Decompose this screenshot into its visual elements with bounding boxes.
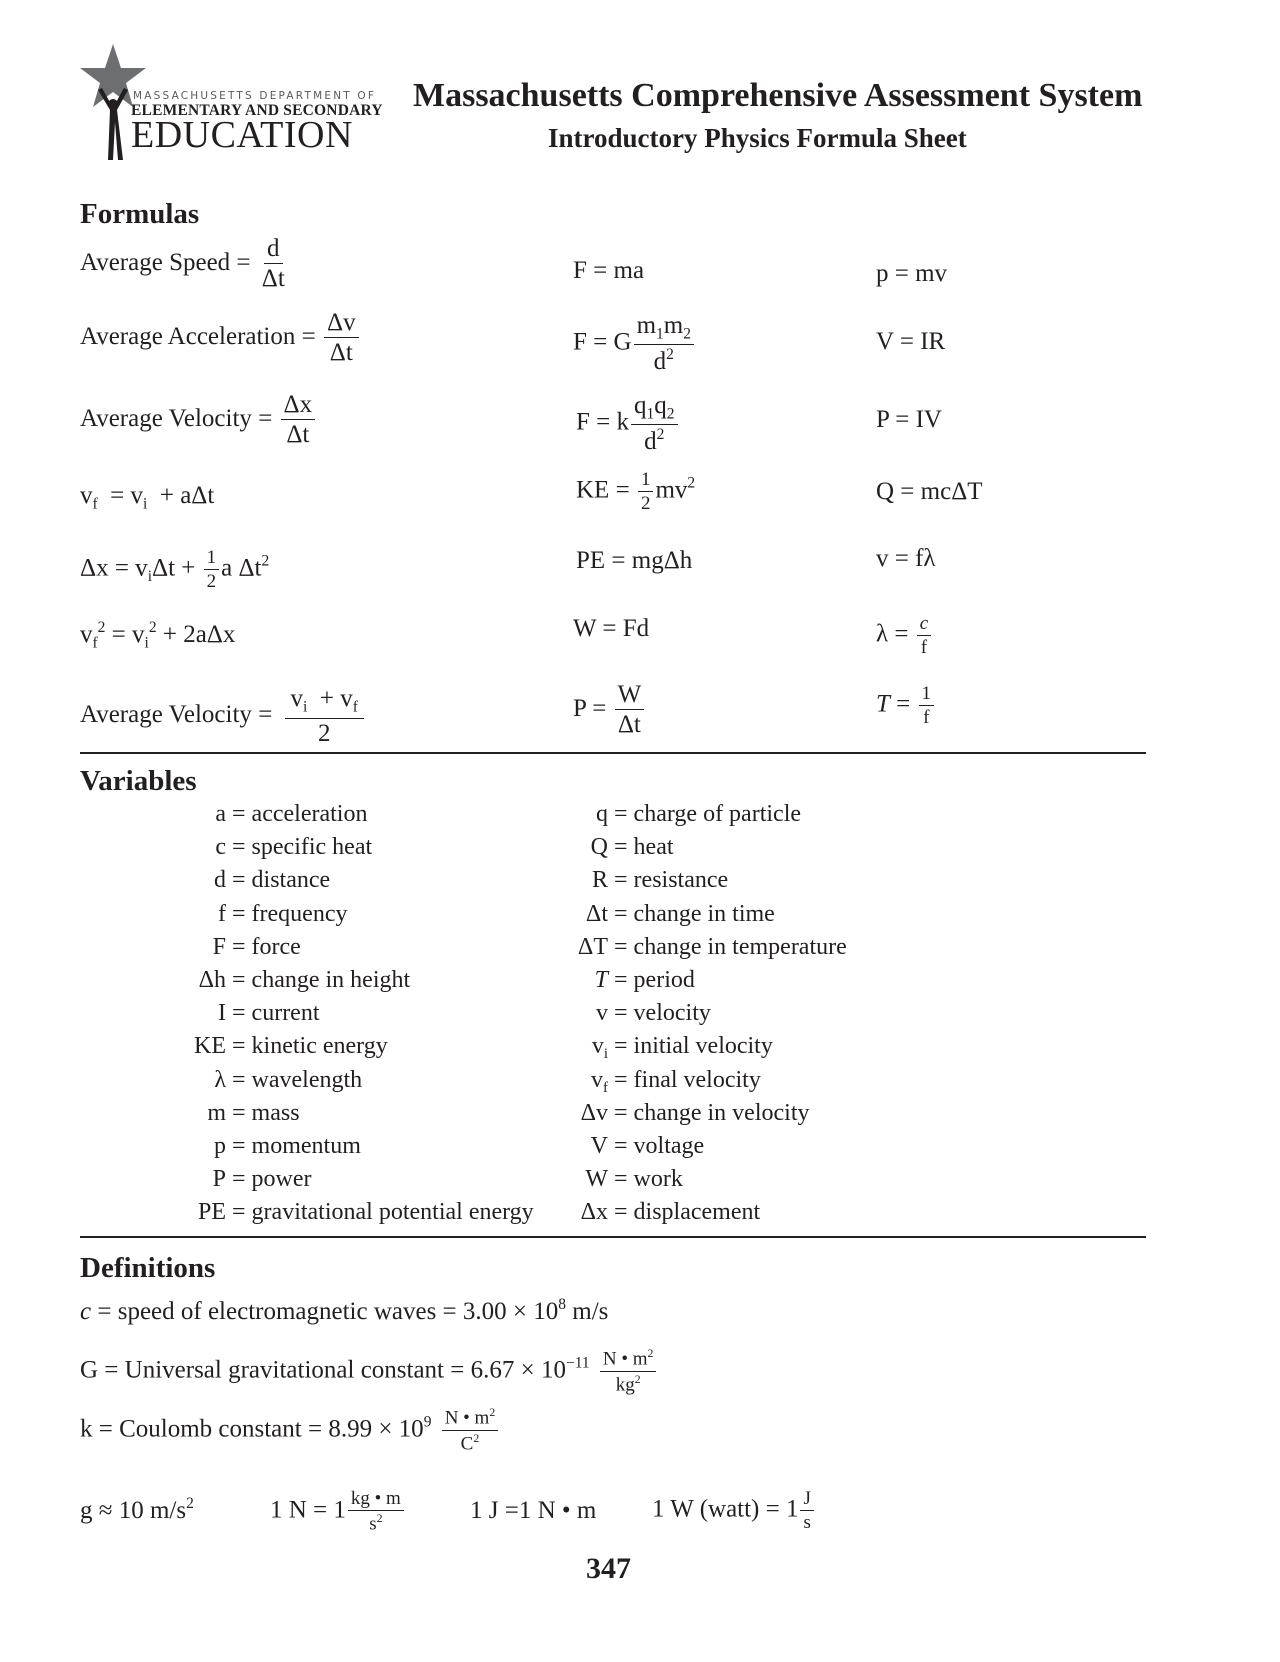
variable-description: specific heat xyxy=(251,834,373,861)
equals-sign: = xyxy=(608,1133,634,1159)
definition-gravity: g ≈ 10 $m/s^2$ xyxy=(80,1495,194,1525)
variable-symbol: P xyxy=(212,1166,226,1193)
variable-description: change in temperature xyxy=(633,933,847,960)
variable-symbol: a xyxy=(215,801,226,827)
variable-description: change in time xyxy=(633,900,775,927)
equals-sign: = xyxy=(226,834,252,861)
variable-description: gravitational potential energy xyxy=(251,1199,534,1226)
variable-row xyxy=(106,1033,388,1060)
variable-row xyxy=(106,934,301,961)
formula-average-speed: Average Speed = $\frac{d}{\Delta t}$ xyxy=(80,235,285,293)
formulas-heading: Formulas xyxy=(80,198,200,230)
variable-symbol: W xyxy=(585,1166,608,1193)
variable-row xyxy=(488,1100,809,1127)
page-number: 347 xyxy=(586,1552,631,1585)
equals-sign: = xyxy=(608,1066,634,1093)
formula-newton-second: F = ma xyxy=(573,257,645,284)
formula-gravitation: F = G $\frac{m_1m_2}{d^2}$ xyxy=(573,313,696,375)
variable-description: acceleration xyxy=(251,801,368,827)
definitions-heading: Definitions xyxy=(80,1252,216,1284)
variable-symbol: Δh xyxy=(198,967,226,993)
variable-description: momentum xyxy=(251,1133,361,1159)
variable-symbol: f xyxy=(218,900,226,927)
definition-joule: 1 J =1 N • m xyxy=(470,1497,597,1524)
variable-row xyxy=(488,967,695,994)
page-subtitle: Introductory Physics Formula Sheet xyxy=(548,123,967,153)
variable-row xyxy=(488,801,801,828)
equals-sign: = xyxy=(226,1133,252,1159)
equals-sign: = xyxy=(608,1033,634,1060)
variable-row xyxy=(106,801,367,828)
definition-gravitational-constant: G = Universal gravitational constant = $6.67 \times 10^{-11}$ $\frac{N • m^2}{kg^2}$ xyxy=(80,1348,658,1395)
variable-symbol: m xyxy=(207,1099,226,1126)
formula-vf-squared: $v_f^2 = v_i^2 + 2a\Delta x$ xyxy=(80,619,236,652)
logo-line1: MASSACHUSETTS DEPARTMENT OF xyxy=(133,90,377,102)
equals-sign: = xyxy=(608,1000,634,1027)
variable-description: voltage xyxy=(633,1133,705,1159)
variable-description: velocity xyxy=(633,1000,711,1027)
divider xyxy=(80,752,1146,754)
equals-sign: = xyxy=(226,900,252,927)
variable-description: charge of particle xyxy=(633,801,802,827)
variable-symbol: p xyxy=(214,1133,226,1159)
variable-symbol: I xyxy=(218,1000,226,1027)
definition-coulomb-constant: k = Coulomb constant = $8.99 \times 10^9$ $\frac{N • m^2}{C^2}$ xyxy=(80,1407,500,1454)
variable-description: displacement xyxy=(633,1199,761,1226)
equals-sign: = xyxy=(226,1000,252,1027)
page-title: Massachusetts Comprehensive Assessment System xyxy=(413,77,1143,114)
equals-sign: = xyxy=(226,801,252,827)
equals-sign: = xyxy=(608,1199,634,1226)
equals-sign: = xyxy=(608,801,634,827)
divider xyxy=(80,1236,1146,1238)
equals-sign: = xyxy=(226,1033,252,1060)
variable-symbol: T xyxy=(594,967,608,993)
variable-row xyxy=(488,1166,683,1193)
variable-symbol: Δv xyxy=(580,1099,608,1126)
variable-symbol: V xyxy=(590,1133,608,1159)
formula-average-velocity: Average Velocity = $\frac{\Delta x}{\Delta t}$ xyxy=(80,392,317,449)
formula-wavelength: λ = $\frac{c}{f}$ xyxy=(876,614,933,658)
variable-description: change in height xyxy=(251,967,411,993)
variable-row xyxy=(106,901,348,928)
variable-row xyxy=(106,834,372,861)
variable-description: current xyxy=(251,1000,320,1027)
formula-work: W = Fd xyxy=(573,615,650,642)
variable-row xyxy=(488,1199,760,1226)
formula-coulomb: F = k $\frac{q_1q_2}{d^2}$ xyxy=(576,393,680,455)
variable-description: frequency xyxy=(251,900,348,927)
formula-ohms-law: V = IR xyxy=(876,328,946,355)
variable-symbol: F xyxy=(212,933,226,960)
variable-row xyxy=(106,1166,312,1193)
variable-symbol: ΔT xyxy=(577,933,608,960)
equals-sign: = xyxy=(226,1199,252,1226)
variable-description: force xyxy=(251,933,301,960)
variable-symbol: Q xyxy=(590,834,608,861)
variable-row xyxy=(488,1067,761,1097)
equals-sign: = xyxy=(226,1066,252,1093)
formula-average-velocity-2: Average Velocity = $\frac{v_i + v_f}{2}$ xyxy=(80,686,366,747)
equals-sign: = xyxy=(608,1166,634,1193)
variable-description: power xyxy=(251,1166,312,1193)
formula-displacement: $\Delta x = v_i\Delta t$ + $\frac{1}{2}$ a $\Delta t^2$ xyxy=(80,547,270,592)
variable-symbol: R xyxy=(591,867,608,894)
formula-vf: $v_f = v_i + a\Delta t$ xyxy=(80,482,215,513)
variable-symbol: λ xyxy=(214,1066,226,1093)
logo-line3: EDUCATION xyxy=(131,114,353,156)
equals-sign: = xyxy=(226,867,252,894)
variable-symbol: v xyxy=(596,1000,608,1027)
variable-description: initial velocity xyxy=(633,1033,773,1060)
formula-period: T = $\frac{1}{f}$ xyxy=(876,684,936,728)
variable-symbol: Δx xyxy=(580,1199,608,1226)
variable-row xyxy=(106,967,410,994)
variable-symbol: d xyxy=(214,867,226,894)
variable-description: final velocity xyxy=(633,1066,761,1093)
variable-symbol: q xyxy=(596,801,608,827)
variable-description: kinetic energy xyxy=(251,1033,388,1060)
variable-row xyxy=(488,901,775,928)
variable-description: distance xyxy=(251,867,331,894)
formula-average-acceleration: Average Acceleration = $\frac{\Delta v}{\Delta t}$ xyxy=(80,310,361,367)
variable-symbol: KE xyxy=(194,1033,226,1060)
equals-sign: = xyxy=(608,867,634,894)
variable-description: mass xyxy=(251,1099,300,1126)
logo-line2: ELEMENTARY AND SECONDARY xyxy=(131,102,383,119)
formula-electric-power: P = IV xyxy=(876,406,942,433)
variable-description: period xyxy=(633,967,695,993)
variable-row xyxy=(488,934,847,961)
formula-label: Average Velocity xyxy=(80,701,252,729)
equals-sign: = xyxy=(608,967,634,993)
variable-row xyxy=(488,867,728,894)
variable-symbol: c xyxy=(215,834,226,861)
equals-sign: = xyxy=(608,834,634,861)
equals-sign: = xyxy=(226,1099,252,1126)
variable-row xyxy=(106,1067,362,1094)
equals-sign: = xyxy=(608,900,634,927)
equals-sign: = xyxy=(226,967,252,993)
equals-sign: = xyxy=(608,933,634,960)
variable-row xyxy=(488,1000,711,1027)
variable-row xyxy=(488,1133,704,1160)
variable-row xyxy=(488,1033,773,1063)
formula-label: Average Velocity xyxy=(80,404,252,432)
variable-row xyxy=(106,1100,300,1127)
formula-power: P = $\frac{W}{\Delta t}$ xyxy=(573,682,646,739)
equals-sign: = xyxy=(226,933,252,960)
variable-symbol: PE xyxy=(197,1199,226,1226)
definition-speed-of-light: c = speed of electromagnetic waves = $3.00 \times 10^8$ m/s xyxy=(80,1296,609,1326)
formula-heat: Q = mcΔT xyxy=(876,478,983,505)
equals-sign: = xyxy=(226,1166,252,1193)
formula-label: Average Speed xyxy=(80,248,231,276)
variables-heading: Variables xyxy=(80,765,197,797)
definition-watt: 1 W (watt) = 1 $\frac{J}{s}$ xyxy=(652,1489,816,1533)
formula-kinetic-energy: KE = $\frac{1}{2}$ $mv^2$ xyxy=(576,469,696,514)
formula-potential-energy: PE = mgΔh xyxy=(576,547,693,574)
formula-wave-speed: v = fλ xyxy=(876,545,936,572)
variable-description: heat xyxy=(633,834,674,861)
variable-description: resistance xyxy=(633,867,729,894)
formula-label: Average Acceleration xyxy=(80,322,296,350)
variable-row xyxy=(488,834,674,861)
variable-description: change in velocity xyxy=(633,1099,810,1126)
variable-row xyxy=(106,1199,534,1226)
variable-symbol: $v_i$ xyxy=(591,1033,608,1063)
equals-sign: = xyxy=(608,1099,634,1126)
definition-newton: 1 N = 1 $\frac{kg • m}{s^2}$ xyxy=(270,1489,406,1535)
variable-row xyxy=(106,1000,320,1027)
variable-symbol: Δt xyxy=(585,900,608,927)
variable-description: wavelength xyxy=(251,1066,363,1093)
formula-momentum: p = mv xyxy=(876,260,948,287)
variable-row xyxy=(106,867,330,894)
variable-description: work xyxy=(633,1166,683,1193)
variable-row xyxy=(106,1133,361,1160)
variable-symbol: $v_f$ xyxy=(591,1066,608,1096)
